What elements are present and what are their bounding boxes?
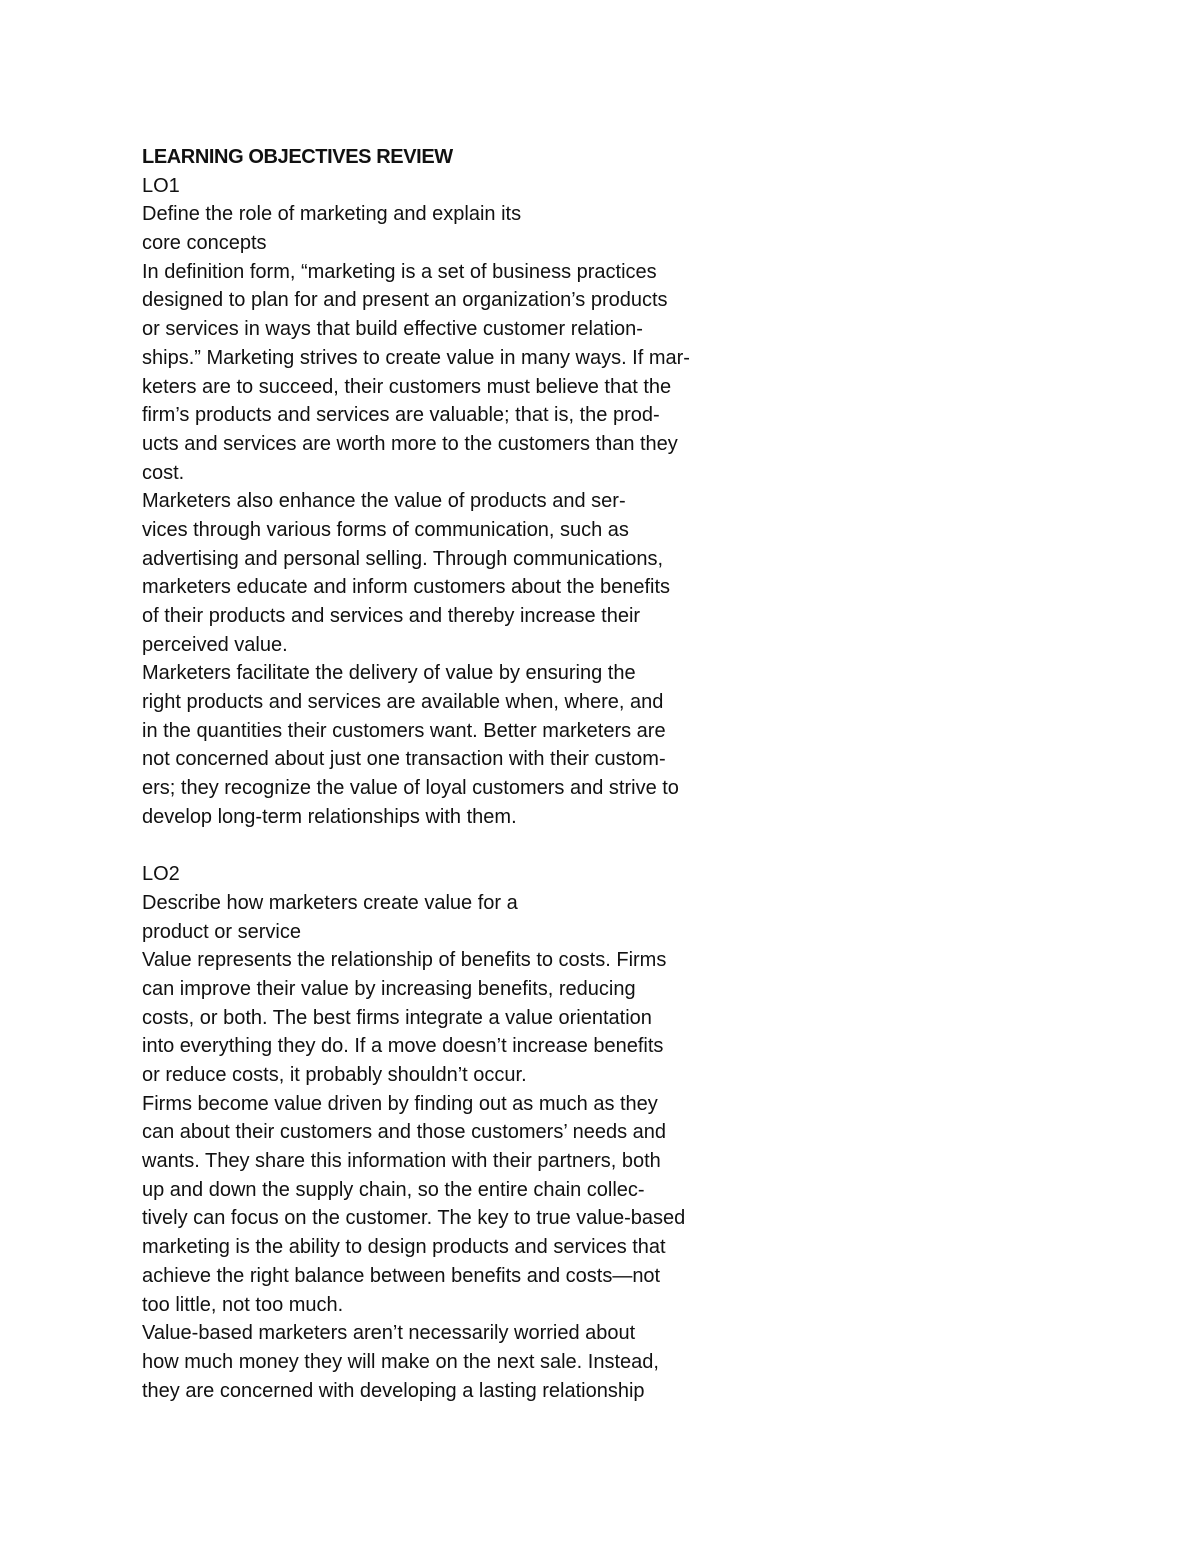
- section-code: LO2: [142, 863, 180, 886]
- body-line: marketing is the ability to design products and services that: [142, 1236, 666, 1259]
- body-line: develop long-term relationships with them.: [142, 805, 517, 828]
- section-code: LO1: [142, 174, 180, 197]
- body-line: of their products and services and thereby increase their: [142, 605, 641, 627]
- body-line: marketers educate and inform customers about the benefits: [142, 576, 671, 599]
- objective-line: core concepts: [142, 232, 267, 255]
- body-line: wants. They share this information with their partners, both: [142, 1150, 661, 1173]
- body-line: they are concerned with developing a lasting relationship: [142, 1379, 645, 1402]
- body-line: into everything they do. If a move doesn’t increase benefits: [142, 1035, 664, 1058]
- body-line: too little, not too much.: [142, 1293, 344, 1316]
- section-lo1: [142, 172, 782, 832]
- body-line: Value represents the relationship of benefits to costs. Firms: [142, 949, 667, 972]
- body-line: tively can focus on the customer. The key to true value-based: [142, 1207, 686, 1230]
- objective-line: Describe how marketers create value for a: [142, 891, 518, 914]
- body-line: designed to plan for and present an organization’s products: [142, 289, 668, 312]
- body-line: perceived value.: [142, 633, 288, 656]
- body-line: or reduce costs, it probably shouldn’t occur.: [142, 1064, 527, 1086]
- body-line: up and down the supply chain, so the entire chain collec-: [142, 1178, 645, 1201]
- objective-line: product or service: [142, 920, 301, 943]
- body-line: not concerned about just one transaction with their custom-: [142, 748, 666, 771]
- section-spacer: [142, 832, 782, 861]
- document-text: [142, 143, 782, 1405]
- body-line: in the quantities their customers want. Better marketers are: [142, 719, 666, 742]
- body-line: cost.: [142, 461, 185, 484]
- body-line: Marketers also enhance the value of products and ser-: [142, 490, 626, 513]
- body-line: how much money they will make on the next sale. Instead,: [142, 1350, 659, 1373]
- body-line: firm’s products and services are valuable; that is, the prod-: [142, 404, 660, 427]
- body-line: Value-based marketers aren’t necessarily worried about: [142, 1322, 636, 1345]
- body-line: ucts and services are worth more to the customers than they: [142, 432, 678, 455]
- body-line: Firms become value driven by finding out as much as they: [142, 1092, 658, 1115]
- body-line: ships.” Marketing strives to create value in many ways. If mar-: [142, 346, 690, 369]
- body-line: right products and services are available when, where, and: [142, 691, 664, 714]
- objective-line: Define the role of marketing and explain its: [142, 203, 522, 226]
- section-lo2: [142, 860, 782, 1405]
- body-line: advertising and personal selling. Through communications,: [142, 547, 664, 570]
- body-line: vices through various forms of communication, such as: [142, 518, 629, 541]
- body-line: costs, or both. The best firms integrate a value orientation: [142, 1006, 652, 1029]
- body-line: Marketers facilitate the delivery of value by ensuring the: [142, 662, 636, 685]
- body-line: can improve their value by increasing benefits, reducing: [142, 977, 636, 1000]
- body-line: can about their customers and those customers’ needs and: [142, 1121, 667, 1144]
- body-line: ers; they recognize the value of loyal customers and strive to: [142, 777, 679, 800]
- body-line: achieve the right balance between benefits and costs—not: [142, 1264, 661, 1287]
- body-line: or services in ways that build effective customer relation-: [142, 318, 643, 341]
- page-heading: LEARNING OBJECTIVES REVIEW: [142, 146, 453, 168]
- body-line: In definition form, “marketing is a set of business practices: [142, 260, 657, 283]
- body-line: keters are to succeed, their customers must believe that the: [142, 375, 672, 398]
